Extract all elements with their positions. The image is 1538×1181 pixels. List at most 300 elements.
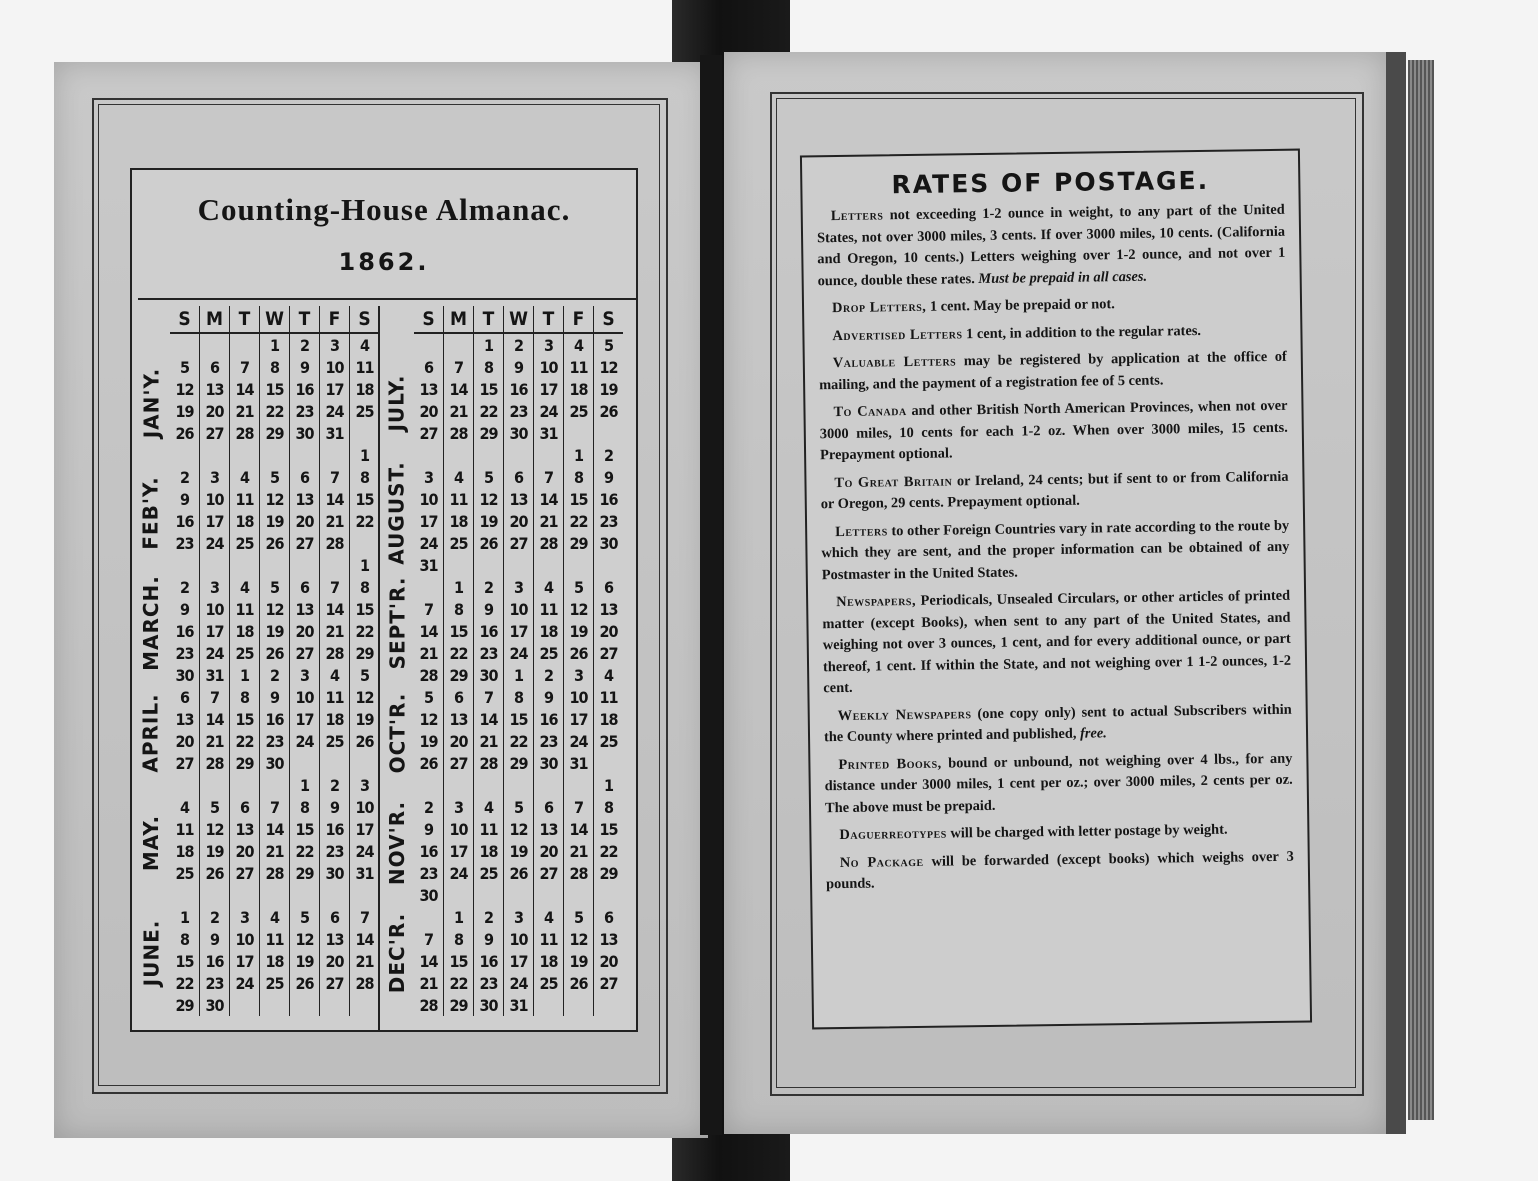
calendar-day-cell: 15 (175, 951, 194, 971)
postage-paragraph (824, 748, 1293, 819)
calendar-day-cell: 31 (564, 752, 594, 774)
calendar-day-cell: 8 (350, 466, 380, 488)
calendar-day-cell: 30 (175, 665, 194, 685)
month-label-text: AUGUST. (385, 461, 409, 565)
calendar-day-cell: 16 (175, 511, 194, 531)
calendar-day-cell: 10 (290, 686, 320, 708)
calendar-day-cell: 11 (444, 488, 474, 510)
calendar-day-cell: 14 (320, 598, 350, 620)
calendar-week-row (414, 333, 623, 356)
calendar-day-cell: 7 (564, 796, 594, 818)
calendar-day-cell: 23 (419, 863, 438, 883)
calendar-day-cell: 14 (350, 928, 380, 950)
calendar-day-cell: 7 (350, 906, 380, 928)
paragraph-emphasis: free. (1076, 725, 1107, 742)
calendar-day-cell: 7 (320, 466, 350, 488)
calendar-day-cell: 13 (320, 928, 350, 950)
calendar-day-cell: 4 (474, 796, 504, 818)
calendar-day-cell: 24 (444, 862, 474, 884)
calendar-day-cell: 11 (564, 356, 594, 378)
calendar-day-cell: 19 (564, 950, 594, 972)
postage-panel (800, 149, 1312, 1030)
calendar-day-cell: 9 (179, 489, 189, 509)
calendar-day-cell: 24 (200, 532, 230, 554)
calendar-day-cell: 27 (200, 422, 230, 444)
calendar-week-row (414, 510, 623, 532)
calendar-day-cell (444, 554, 474, 576)
calendar-day-cell (200, 774, 230, 796)
calendar-day-cell (414, 444, 444, 466)
calendar-day-cell: 1 (444, 576, 474, 598)
calendar-day-cell: 26 (564, 972, 594, 994)
calendar-day-cell: 21 (564, 840, 594, 862)
month-label (382, 898, 412, 1008)
calendar-day-cell: 26 (504, 862, 534, 884)
calendar-day-cell: 13 (444, 708, 474, 730)
calendar-day-cell (230, 333, 260, 356)
calendar-second-half (414, 306, 623, 1016)
calendar-day-cell (564, 554, 594, 576)
calendar-day-cell: 10 (504, 598, 534, 620)
calendar-day-cell: 12 (594, 356, 624, 378)
postage-paragraph (821, 515, 1290, 586)
calendar-day-cell: 15 (504, 708, 534, 730)
calendar-day-cell: 15 (444, 620, 474, 642)
calendar-week-row (170, 818, 379, 840)
calendar-week-row (414, 554, 623, 576)
calendar-day-cell: 30 (260, 752, 290, 774)
calendar-week-row (414, 708, 623, 730)
calendar-day-cell: 1 (290, 774, 320, 796)
calendar-day-cell: 13 (594, 598, 624, 620)
calendar-week-row (414, 752, 623, 774)
calendar-day-cell: 8 (474, 356, 504, 378)
calendar-day-cell: 17 (290, 708, 320, 730)
calendar-day-cell: 8 (290, 796, 320, 818)
calendar-day-cell: 22 (564, 510, 594, 532)
calendar-day-cell: 9 (320, 796, 350, 818)
calendar-day-cell: 13 (200, 378, 230, 400)
calendar-day-cell: 4 (564, 333, 594, 356)
calendar-day-cell: 26 (474, 532, 504, 554)
calendar-day-cell: 6 (230, 796, 260, 818)
calendar-day-cell (444, 774, 474, 796)
calendar-day-cell: 31 (350, 862, 380, 884)
calendar-week-row (170, 840, 379, 862)
calendar-day-cell: 27 (290, 642, 320, 664)
calendar-day-cell (230, 444, 260, 466)
month-label-text: MAY. (139, 814, 163, 872)
calendar-day-cell: 28 (350, 972, 380, 994)
calendar-day-cell: 30 (419, 885, 438, 905)
calendar-day-cell: 19 (200, 840, 230, 862)
book-gutter (700, 55, 722, 1135)
paragraph-text: will be forwarded (except books) which weighs over 3 pounds. (825, 848, 1294, 893)
calendar-day-cell: 21 (444, 400, 474, 422)
calendar-day-cell: 3 (350, 774, 380, 796)
calendar-day-cell: 27 (594, 972, 624, 994)
calendar-day-cell: 23 (594, 510, 624, 532)
paragraph-text: will be charged with letter postage by weight. (946, 821, 1228, 842)
calendar-day-cell: 9 (594, 466, 624, 488)
calendar-day-cell (594, 884, 624, 906)
calendar-day-cell: 24 (320, 400, 350, 422)
calendar-day-cell: 26 (564, 642, 594, 664)
paragraph-lead: No Package (839, 853, 924, 871)
calendar-day-cell: 22 (230, 730, 260, 752)
calendar-day-cell: 10 (419, 489, 438, 509)
calendar-day-cell: 21 (419, 973, 438, 993)
calendar-day-cell (260, 444, 290, 466)
calendar-week-row (170, 664, 379, 686)
calendar-day-cell: 24 (230, 972, 260, 994)
calendar-day-cell: 2 (534, 664, 564, 686)
calendar-day-cell: 9 (200, 928, 230, 950)
calendar-week-row (170, 532, 379, 554)
calendar-week-row (170, 708, 379, 730)
paragraph-text: Periodicals, Unsealed Circulars, or other articles of printed matter (except Books), when sent to any part of the United States, and weighing not over 3 ounces, 1 cent, and for every additional ounce, or part thereof, 1 cent. If within the State, and not weighing over 1 1-2 ounces, 1-2 cent. (822, 587, 1292, 697)
postage-paragraph (825, 819, 1293, 847)
calendar-day-cell (320, 444, 350, 466)
calendar-day-cell: 12 (474, 488, 504, 510)
calendar-week-row (414, 576, 623, 598)
calendar-day-cell: 12 (564, 598, 594, 620)
calendar-day-cell: 1 (350, 554, 380, 576)
postage-paragraph (820, 466, 1289, 516)
calendar-day-cell: 3 (504, 906, 534, 928)
calendar-day-cell: 8 (230, 686, 260, 708)
calendar-day-cell (200, 884, 230, 906)
calendar-day-cell: 8 (444, 598, 474, 620)
calendar-day-cell: 18 (230, 510, 260, 532)
calendar-day-cell: 1 (564, 444, 594, 466)
calendar-day-cell: 9 (290, 356, 320, 378)
calendar-day-cell: 27 (594, 642, 624, 664)
calendar-day-cell: 23 (200, 972, 230, 994)
calendar-week-row (170, 796, 379, 818)
calendar-week-row (170, 510, 379, 532)
calendar-day-cell: 15 (230, 708, 260, 730)
calendar-day-cell: 3 (423, 467, 433, 487)
calendar-day-cell: 15 (260, 378, 290, 400)
calendar-day-cell: 25 (564, 400, 594, 422)
calendar-day-cell: 16 (320, 818, 350, 840)
calendar-day-cell (414, 576, 444, 598)
calendar-day-cell: 25 (594, 730, 624, 752)
calendar-day-cell (290, 994, 320, 1016)
calendar-day-cell: 2 (179, 577, 189, 597)
calendar-day-cell: 4 (320, 664, 350, 686)
calendar-day-cell: 1 (260, 333, 290, 356)
calendar-day-cell: 9 (474, 598, 504, 620)
calendar-day-cell: 10 (200, 488, 230, 510)
calendar-day-cell: 12 (260, 488, 290, 510)
calendar-day-cell: 6 (423, 357, 433, 377)
month-label-text: DEC'R. (385, 912, 409, 994)
calendar-day-cell (350, 994, 380, 1016)
calendar-day-cell: 3 (320, 333, 350, 356)
calendar-day-cell: 14 (260, 818, 290, 840)
calendar-day-cell: 6 (290, 576, 320, 598)
calendar-day-cell: 27 (175, 753, 194, 773)
calendar-day-cell: 29 (504, 752, 534, 774)
calendar-day-cell: 17 (350, 818, 380, 840)
calendar-day-cell: 27 (534, 862, 564, 884)
calendar-day-cell: 1 (350, 444, 380, 466)
calendar-day-cell (474, 884, 504, 906)
calendar-day-cell: 23 (320, 840, 350, 862)
calendar-day-cell: 5 (423, 687, 433, 707)
calendar-day-cell: 16 (474, 950, 504, 972)
month-label (382, 348, 412, 458)
calendar-day-cell: 22 (474, 400, 504, 422)
calendar-day-cell: 5 (260, 576, 290, 598)
postage-paragraph (817, 200, 1286, 293)
weekday-header: T (474, 306, 504, 333)
postage-paragraph (826, 846, 1295, 896)
calendar-week-row (414, 774, 623, 796)
weekday-header: S (594, 306, 624, 333)
calendar-day-cell: 2 (423, 797, 433, 817)
calendar-week-row (170, 356, 379, 378)
calendar-day-cell (350, 422, 380, 444)
calendar-day-cell: 26 (594, 400, 624, 422)
calendar-week-row (170, 906, 379, 928)
calendar-day-cell: 3 (200, 576, 230, 598)
calendar-day-cell: 5 (594, 333, 624, 356)
paragraph-emphasis: Must be prepaid in all cases. (974, 268, 1148, 287)
calendar-day-cell: 29 (564, 532, 594, 554)
calendar-day-cell (170, 884, 200, 906)
calendar-day-cell (444, 333, 474, 356)
month-label (382, 678, 412, 788)
almanac-panel (130, 168, 638, 1032)
calendar-day-cell (200, 333, 230, 356)
calendar-week-row (170, 862, 379, 884)
calendar-day-cell: 8 (179, 929, 189, 949)
calendar-day-cell: 14 (419, 621, 438, 641)
calendar-day-cell: 11 (230, 488, 260, 510)
calendar-day-cell: 10 (320, 356, 350, 378)
calendar-day-cell: 28 (474, 752, 504, 774)
calendar-day-cell (320, 554, 350, 576)
calendar-day-cell: 20 (290, 620, 320, 642)
calendar-week-row (170, 466, 379, 488)
calendar-day-cell (474, 444, 504, 466)
calendar-day-cell (534, 444, 564, 466)
calendar-day-cell: 21 (230, 400, 260, 422)
month-label-text: JUNE. (139, 919, 163, 987)
calendar-day-cell: 28 (419, 995, 438, 1015)
calendar-day-cell: 8 (260, 356, 290, 378)
calendar-day-cell (170, 774, 200, 796)
calendar-day-cell: 29 (594, 862, 624, 884)
paragraph-lead: Weekly Newspapers (837, 705, 972, 724)
calendar-day-cell: 3 (564, 664, 594, 686)
calendar-day-cell: 2 (474, 576, 504, 598)
month-label (382, 458, 412, 568)
weekday-header: F (564, 306, 594, 333)
calendar-day-cell: 19 (260, 620, 290, 642)
calendar-day-cell: 6 (444, 686, 474, 708)
calendar-day-cell: 14 (200, 708, 230, 730)
calendar-day-cell: 31 (200, 664, 230, 686)
calendar-day-cell: 24 (419, 533, 438, 553)
calendar-day-cell: 6 (594, 906, 624, 928)
calendar-day-cell: 22 (350, 620, 380, 642)
calendar-day-cell: 20 (594, 950, 624, 972)
calendar-day-cell: 15 (474, 378, 504, 400)
calendar-day-cell (290, 752, 320, 774)
calendar-day-cell: 16 (260, 708, 290, 730)
calendar-day-cell: 29 (260, 422, 290, 444)
calendar-day-cell (564, 994, 594, 1016)
calendar-day-cell: 10 (444, 818, 474, 840)
calendar-day-cell: 22 (290, 840, 320, 862)
calendar-day-cell: 15 (290, 818, 320, 840)
postage-paragraph (819, 347, 1288, 397)
calendar-week-row (414, 488, 623, 510)
calendar-week-row (170, 422, 379, 444)
calendar-day-cell: 4 (444, 466, 474, 488)
calendar-day-cell: 25 (474, 862, 504, 884)
calendar-day-cell: 4 (350, 333, 380, 356)
calendar-day-cell: 31 (419, 555, 438, 575)
calendar-week-row (414, 884, 623, 906)
calendar-day-cell: 3 (290, 664, 320, 686)
calendar-day-cell: 6 (534, 796, 564, 818)
calendar-day-cell: 8 (350, 576, 380, 598)
calendar-day-cell: 26 (350, 730, 380, 752)
calendar-day-cell (350, 752, 380, 774)
calendar-day-cell: 26 (200, 862, 230, 884)
calendar-week-row (414, 444, 623, 466)
calendar-day-cell: 7 (534, 466, 564, 488)
calendar-week-row (170, 730, 379, 752)
calendar-first-half (170, 306, 379, 1016)
calendar-day-cell (260, 994, 290, 1016)
calendar-day-cell: 29 (444, 664, 474, 686)
calendar-day-cell: 11 (260, 928, 290, 950)
calendar-day-cell: 20 (444, 730, 474, 752)
calendar-day-cell: 7 (444, 356, 474, 378)
calendar-day-cell: 18 (534, 620, 564, 642)
postage-title: RATES OF POSTAGE. (891, 165, 1210, 200)
calendar-day-cell: 4 (179, 797, 189, 817)
calendar-day-cell: 1 (594, 774, 624, 796)
calendar-day-cell: 28 (444, 422, 474, 444)
calendar-day-cell: 21 (260, 840, 290, 862)
calendar-day-cell: 18 (594, 708, 624, 730)
calendar-top-rule (138, 298, 636, 300)
calendar-day-cell: 27 (419, 423, 438, 443)
calendar-day-cell: 17 (534, 378, 564, 400)
month-label (136, 348, 166, 458)
calendar-day-cell: 18 (230, 620, 260, 642)
calendar-day-cell: 6 (179, 687, 189, 707)
calendar-day-cell: 28 (320, 532, 350, 554)
almanac-year: 1862. (338, 248, 430, 276)
calendar-day-cell: 20 (290, 510, 320, 532)
calendar-day-cell: 16 (534, 708, 564, 730)
calendar-day-cell (594, 422, 624, 444)
calendar-day-cell: 7 (320, 576, 350, 598)
calendar-day-cell: 8 (444, 928, 474, 950)
calendar-day-cell: 5 (504, 796, 534, 818)
calendar-day-cell: 3 (230, 906, 260, 928)
calendar-week-row (170, 928, 379, 950)
month-label (136, 788, 166, 898)
calendar-day-cell: 24 (200, 642, 230, 664)
month-label-text: FEB'Y. (139, 476, 163, 550)
postage-paragraph (818, 292, 1286, 320)
calendar-day-cell: 21 (350, 950, 380, 972)
calendar-day-cell: 4 (594, 664, 624, 686)
weekday-header: M (444, 306, 474, 333)
calendar-day-cell (200, 444, 230, 466)
calendar-day-cell (564, 422, 594, 444)
calendar-day-cell: 5 (200, 796, 230, 818)
calendar-week-row (414, 972, 623, 994)
calendar-day-cell (594, 752, 624, 774)
calendar-day-cell: 27 (444, 752, 474, 774)
calendar-week-row (170, 642, 379, 664)
calendar-day-cell: 27 (290, 532, 320, 554)
paragraph-lead: Drop Letters, (831, 298, 927, 317)
calendar-day-cell (444, 444, 474, 466)
calendar-day-cell: 26 (260, 642, 290, 664)
calendar-day-cell: 24 (290, 730, 320, 752)
calendar-week-row (414, 818, 623, 840)
calendar-day-cell: 2 (474, 906, 504, 928)
calendar-day-cell: 17 (504, 620, 534, 642)
calendar-day-cell: 11 (230, 598, 260, 620)
paragraph-lead: Valuable Letters (832, 353, 957, 372)
calendar-week-row (170, 400, 379, 422)
calendar-week-row (170, 444, 379, 466)
calendar-day-cell (534, 994, 564, 1016)
calendar-day-cell (474, 554, 504, 576)
calendar-day-cell: 6 (320, 906, 350, 928)
calendar-week-row (414, 994, 623, 1016)
calendar-day-cell (290, 884, 320, 906)
calendar-day-cell: 13 (419, 379, 438, 399)
calendar-day-cell: 20 (320, 950, 350, 972)
calendar-week-row (414, 598, 623, 620)
calendar-week-row (170, 554, 379, 576)
calendar-day-cell: 28 (230, 422, 260, 444)
calendar-day-cell: 16 (175, 621, 194, 641)
paragraph-lead: Advertised Letters (832, 325, 963, 344)
calendar-day-cell: 23 (175, 533, 194, 553)
calendar-day-cell: 13 (230, 818, 260, 840)
calendar-day-cell (200, 554, 230, 576)
calendar-day-cell: 21 (534, 510, 564, 532)
paragraph-lead: Daguerreotypes (839, 825, 947, 844)
paragraph-text: may be registered by application at the office of mailing, and the payment of a registration fee of 5 cents. (819, 348, 1287, 393)
calendar-day-cell: 2 (320, 774, 350, 796)
calendar-day-cell: 17 (320, 378, 350, 400)
paragraph-lead: To Great Britain (834, 472, 953, 491)
calendar-day-cell: 22 (504, 730, 534, 752)
calendar-day-cell: 12 (290, 928, 320, 950)
calendar-day-cell (170, 333, 200, 356)
calendar-day-cell: 1 (474, 333, 504, 356)
calendar-day-cell: 4 (534, 576, 564, 598)
calendar-day-cell (534, 884, 564, 906)
calendar-day-cell: 9 (474, 928, 504, 950)
calendar-day-cell: 15 (350, 488, 380, 510)
